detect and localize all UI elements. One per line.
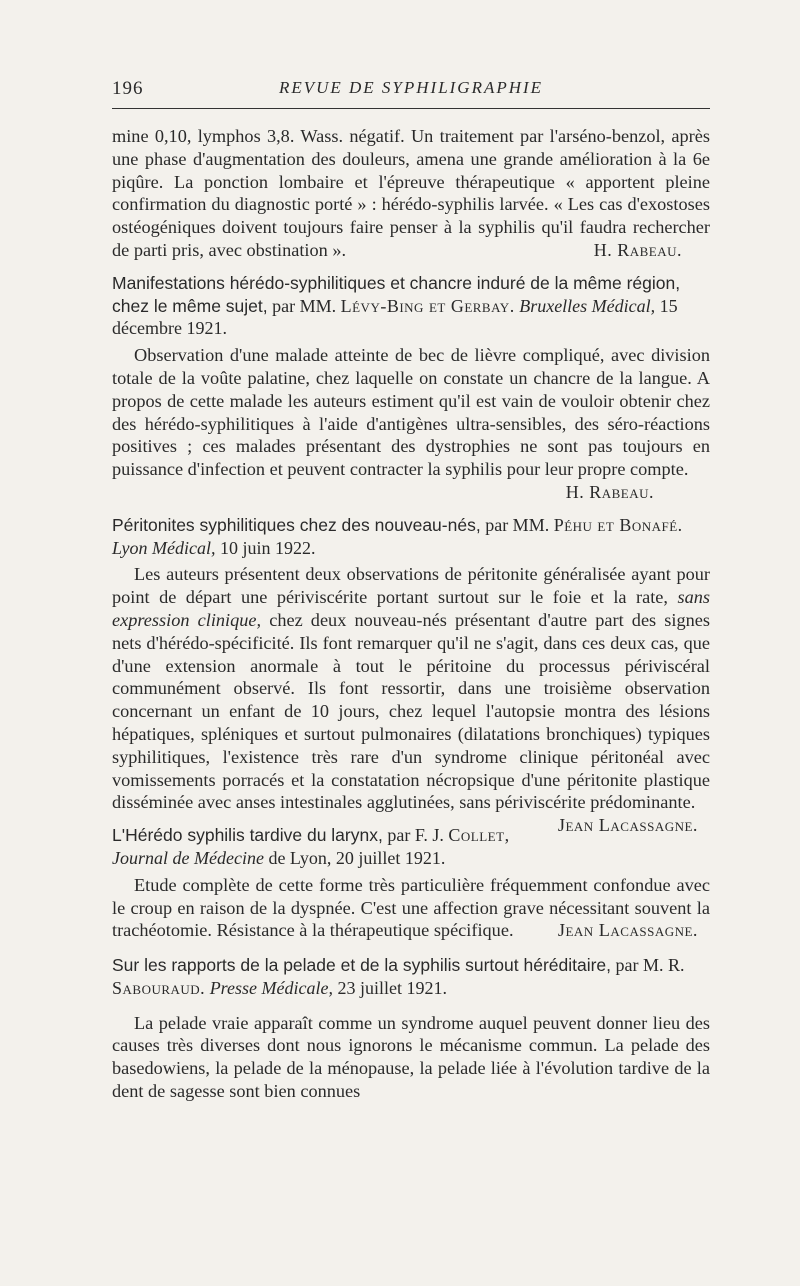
body-italic-text: sans expression clinique, [112,587,711,630]
article-journal: Bruxelles Médical, [519,295,656,316]
article-authors: Péhu et Bonafé. [553,514,683,535]
article-date: 23 juillet 1921. [337,977,447,998]
signature: H. Rabeau. [565,481,654,502]
body-text: Etude complète de cette forme très particulière fréquemment confondue avec le croup en raison de la dyspnée. C'est une affection grave nécessitant souvent la trachéotomie. Résistance à la thérapeutique spécifique. [112,874,710,941]
intro-paragraph: mine 0,10, lymphos 3,8. Wass. négatif. Un traitement par l'arséno-benzol, après une phase d'augmentation des douleurs, amena une grande amélioration à la 6e piqûre. La ponction lombaire et l'épreuve thérapeutique « apportent pleine confirmation du diagnostic porté » : hérédo-syphilis larvée. « Les cas d'exostoses ostéogéniques doivent toujours faire penser à la syphilis qu'il faudra rechercher de parti pris, avec obstination ». [112,126,710,260]
article-by: par M. R. [615,955,685,976]
article-by: par MM. [485,514,550,535]
article-journal: Journal de Médecine [112,847,264,868]
article-1-signature-line [112,481,710,504]
article-title: Manifestations hérédo-syphilitiques et chancre induré de la même région, chez le même sujet, [112,272,681,316]
article-title: Sur les rapports de la pelade et de la syphilis surtout héréditaire, [112,955,612,976]
article-by: par F. J. [387,825,444,846]
body-text: chez deux nouveau-nés présentant d'autre part des signes nets d'hérédo-spécificité. Ils font remarquer qu'il ne s'agit, dans ces deux cas, que d'une extension anormale à tout le péritoine du processus périviscéral communément observé. Ils font ressortir, dans une troisième observation concernant un enfant de 10 jours, chez lequel l'autopsie montra des lésions hépatiques, spléniques et surtout pulmonaires (dilatations bronchiques) typiques syphilitiques, l'existence très rare d'un syndrome clinique péritonéal avec vomissements porracés et la constatation nécropsique d'une péritonite plastique disséminée avec anses intestinales agglutinées, sans périviscérite prédominante. [112,609,710,813]
page-header [112,78,710,104]
article-by: par MM. [272,295,337,316]
article-1-body: Observation d'une malade atteinte de bec de lièvre compliqué, avec division totale de la voûte palatine, chez laquelle on constate un chancre de la langue. A propos de cette malade les auteurs estiment qu'il est vain de vouloir obtenir chez des hérédo-syphilitiques à l'aide d'antigènes ultra-sensibles, des séro-réactions positives ; ces malades présentant des dystrophies ne sont pas toujours en puissance d'infection et peuvent contracter la syphilis pour leur propre compte. [112,345,710,480]
article-authors: Lévy-Bing et Gerbay. [340,295,515,316]
article-3-body [112,874,710,942]
article-date: de Lyon, 20 juillet 1921. [268,847,446,868]
article-title: L'Hérédo syphilis tardive du larynx, [112,825,383,846]
article-title: Péritonites syphilitiques chez des nouveau-nés, [112,514,481,535]
signature: Jean Lacassagne. [557,815,698,836]
header-rule [112,108,710,109]
article-journal: Presse Médicale, [209,977,333,998]
article-date: 15 décembre 1921. [112,295,678,339]
article-2-heading [112,514,710,560]
signature: H. Rabeau. [593,239,682,260]
page [112,78,710,1103]
signature: Jean Lacassagne. [557,920,698,941]
article-date: 10 juin 1922. [219,537,316,558]
article-authors: Collet, [448,825,510,846]
article-4-body: La pelade vraie apparaît comme un syndrome auquel peuvent donner lieu des causes très diverses dont nous ignorons le mécanisme commun. La pelade des basedowiens, la pelade de la ménopause, la pelade liée à l'évolution tardive de la dent de sagesse sont bien connues [112,1012,710,1102]
body-text: Les auteurs présentent deux observations de péritonite généralisée ayant pour point de départ une périviscérite portant surtout sur le foie et la rate, [112,564,710,608]
article-4-heading [112,954,710,1000]
article-authors: Sabouraud. [112,977,206,998]
page-number: 196 [112,78,144,99]
article-journal: Lyon Médical, [112,537,216,558]
article-1-heading [112,272,710,340]
running-title: REVUE DE SYPHILIGRAPHIE [278,78,544,97]
